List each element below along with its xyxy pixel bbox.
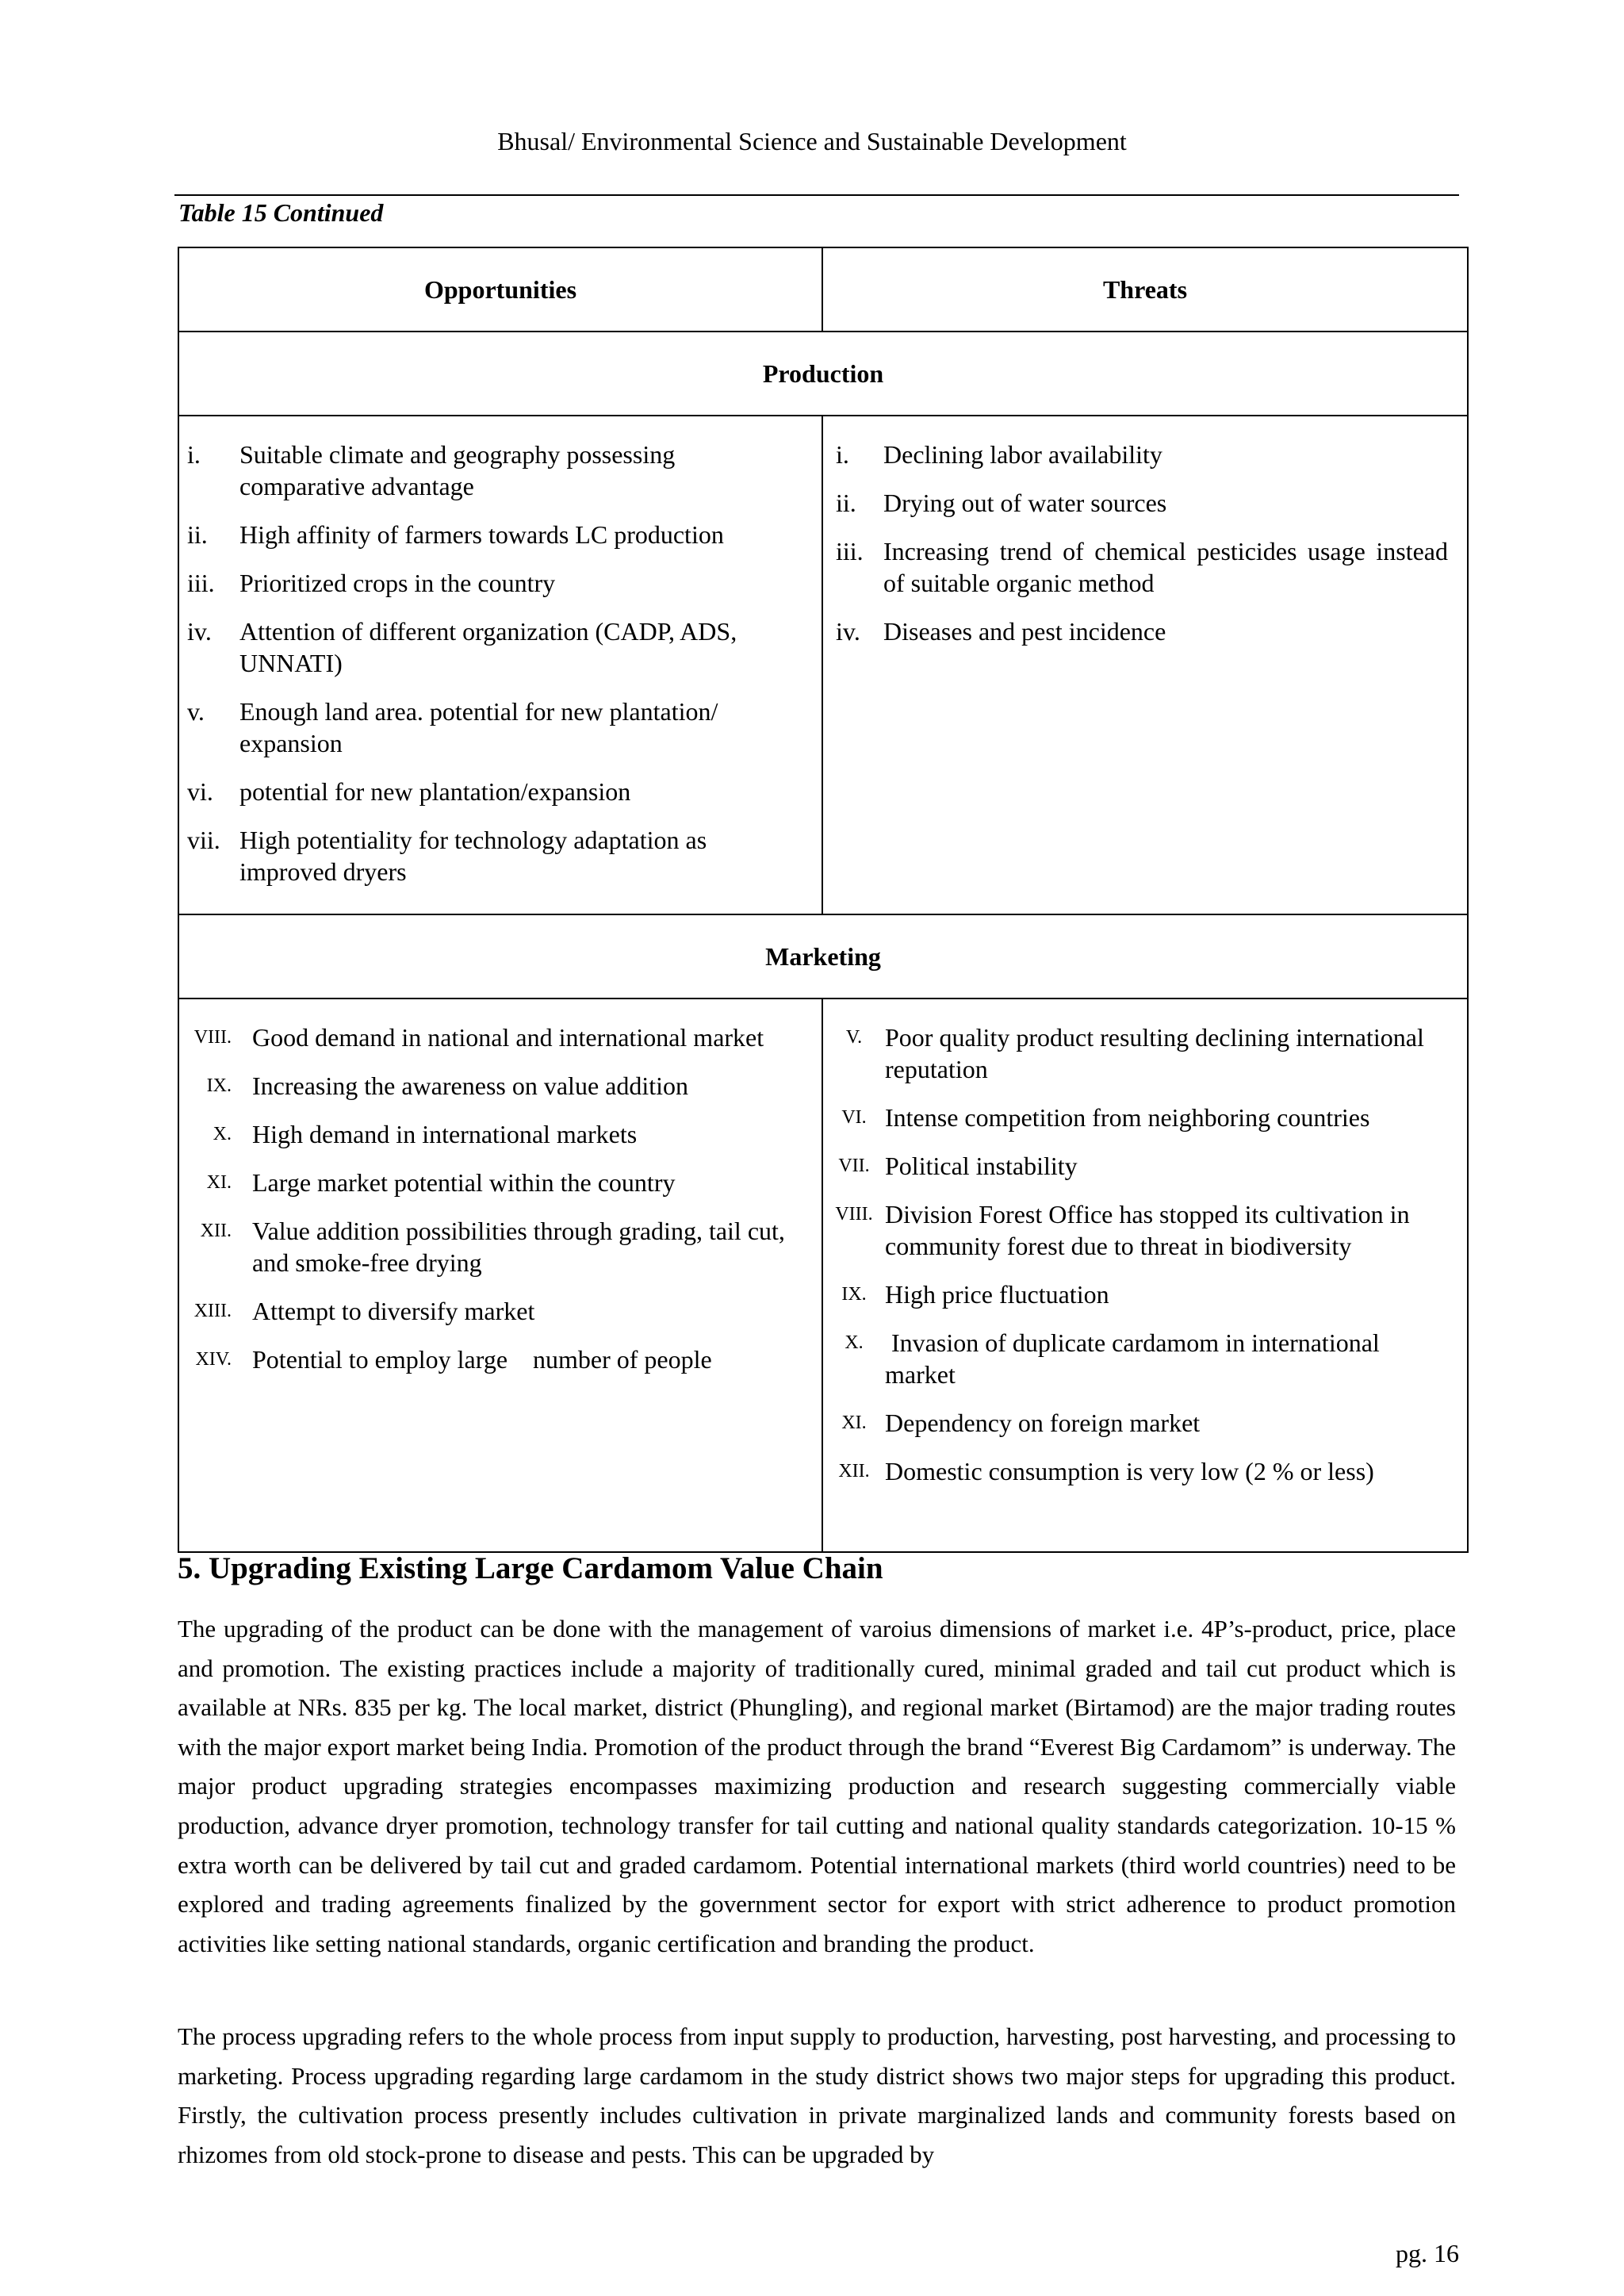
item-text: Invasion of duplicate cardamom in international market <box>885 1328 1386 1389</box>
item-text: High affinity of farmers towards LC production <box>239 520 724 549</box>
list-item <box>179 1070 806 1102</box>
marketing-section-row <box>178 914 1468 999</box>
production-threats-cell <box>822 416 1468 914</box>
item-number: X. <box>845 1332 864 1353</box>
item-text: Increasing trend of chemical pesticides usage instead of suitable organic method <box>883 537 1448 597</box>
item-number: XIV. <box>195 1349 232 1370</box>
item-number: X. <box>213 1124 232 1144</box>
list-item <box>823 1327 1451 1390</box>
list-item <box>836 487 1448 519</box>
production-opportunities-cell <box>178 416 822 914</box>
list-item <box>836 535 1448 599</box>
item-number: i. <box>187 440 201 469</box>
item-number: XIII. <box>193 1301 232 1321</box>
marketing-content-row <box>178 999 1468 1552</box>
item-number: iv. <box>187 617 212 646</box>
item-text: Intense competition from neighboring countries <box>885 1103 1370 1132</box>
item-number: iv. <box>836 617 860 646</box>
item-text: Large market potential within the country <box>252 1168 676 1197</box>
marketing-opportunities-cell <box>178 999 822 1552</box>
production-section-row <box>178 332 1468 416</box>
item-number: i. <box>836 440 849 469</box>
item-number: VIII. <box>835 1204 873 1225</box>
item-text: Good demand in national and international market <box>252 1023 764 1052</box>
list-item <box>187 567 806 599</box>
item-text: Division Forest Office has stopped its cultivation in community forest due to threat in biodiversity <box>885 1200 1410 1260</box>
item-number: vi. <box>187 777 213 806</box>
list-item <box>179 1118 806 1150</box>
item-number: VIII. <box>193 1027 232 1048</box>
item-number: V. <box>845 1027 863 1048</box>
item-text: Suitable climate and geography possessing comparative advantage <box>239 440 676 500</box>
item-text: Declining labor availability <box>883 440 1162 469</box>
list-item <box>187 519 806 550</box>
item-number: iii. <box>187 569 215 597</box>
item-number: XI. <box>206 1172 232 1193</box>
list-item <box>823 1198 1451 1262</box>
item-number: XI. <box>841 1412 867 1433</box>
list-item <box>187 696 806 759</box>
list-item <box>179 1295 806 1327</box>
list-item <box>187 776 806 807</box>
list-item <box>179 1022 806 1053</box>
list-item <box>179 1215 806 1278</box>
item-number: ii. <box>836 489 856 517</box>
item-text: Political instability <box>885 1152 1078 1180</box>
list-item <box>187 439 806 502</box>
item-number: v. <box>187 697 205 726</box>
item-text: High potentiality for technology adaptation as improved dryers <box>239 826 707 886</box>
item-number: ii. <box>187 520 208 549</box>
list-item <box>823 1455 1451 1487</box>
item-number: iii. <box>836 537 864 565</box>
item-number: IX. <box>841 1284 867 1305</box>
item-number: VI. <box>841 1107 867 1128</box>
body-paragraph: The process upgrading refers to the whole process from input supply to production, harvesting, post harvesting, and processing to marketing. Process upgrading regarding large cardamom in the study district shows two major steps for upgrading this product. Firstly, the cultivation process presently includes cultivation in private marginalized lands and community forests based on rhizomes from old stock-prone to disease and pests. This can be upgraded by <box>178 2022 1456 2168</box>
header-rule <box>174 194 1459 196</box>
section-heading: 5. Upgrading Existing Large Cardamom Value Chain <box>178 1551 883 1585</box>
item-number: XII. <box>838 1461 870 1481</box>
running-head: Bhusal/ Environmental Science and Sustainable Development <box>497 127 1127 155</box>
item-text: Potential to employ large number of people <box>252 1345 712 1374</box>
item-text: Value addition possibilities through grading, tail cut, and smoke-free drying <box>252 1217 785 1277</box>
item-text: Domestic consumption is very low (2 % or less) <box>885 1457 1374 1485</box>
item-number: vii. <box>187 826 220 854</box>
list-item <box>179 1343 806 1375</box>
opportunities-header: Opportunities <box>178 247 822 332</box>
marketing-section-title: Marketing <box>178 914 1468 999</box>
list-item <box>187 615 806 679</box>
list-item <box>836 615 1448 647</box>
swot-table <box>178 247 1469 1553</box>
item-text: Enough land area. potential for new plantation/ expansion <box>239 697 718 757</box>
item-number: IX. <box>206 1075 232 1096</box>
page-number: pg. 16 <box>1396 2239 1459 2267</box>
table-header-row <box>178 247 1468 332</box>
production-content-row <box>178 416 1468 914</box>
list-item <box>823 1150 1451 1182</box>
list-item <box>187 824 806 887</box>
item-text: High price fluctuation <box>885 1280 1109 1309</box>
item-number: XII. <box>200 1221 232 1241</box>
list-item <box>823 1407 1451 1439</box>
list-item <box>823 1102 1451 1133</box>
list-item <box>823 1022 1451 1085</box>
production-section-title: Production <box>178 332 1468 416</box>
item-text: Drying out of water sources <box>883 489 1167 517</box>
item-text: Attention of different organization (CADP, ADS, UNNATI) <box>239 617 737 677</box>
item-text: potential for new plantation/expansion <box>239 777 631 806</box>
body-paragraph: The upgrading of the product can be done with the management of varoius dimensions of market i.e. 4P’s-product, price, place and promotion. The existing practices include a majority of traditionally cured, minimal graded and tail cut product which is available at NRs. 835 per kg. The local market, district (Phungling), and regional market (Birtamod) are the major trading routes with the major export market being India. Promotion of the product through the brand “Everest Big Cardamom” is underway. The major product upgrading strategies encompasses maximizing production and research suggesting commercially viable production, advance dryer promotion, technology transfer for tail cutting and national quality standards categorization. 10-15 % extra worth can be delivered by tail cut and graded cardamom. Potential international markets (third world countries) need to be explored and trading agreements finalized by the government sector for export with strict adherence to product promotion activities like setting national standards, organic certification and branding the product. <box>178 1615 1456 1957</box>
threats-header: Threats <box>822 247 1468 332</box>
item-text: Increasing the awareness on value addition <box>252 1071 689 1100</box>
marketing-threats-cell <box>822 999 1468 1552</box>
item-text: Diseases and pest incidence <box>883 617 1166 646</box>
item-number: VII. <box>838 1156 870 1176</box>
item-text: Attempt to diversify market <box>252 1297 535 1325</box>
list-item <box>836 439 1448 470</box>
list-item <box>823 1278 1451 1310</box>
item-text: Prioritized crops in the country <box>239 569 556 597</box>
item-text: Dependency on foreign market <box>885 1409 1201 1437</box>
item-text: Poor quality product resulting declining international reputation <box>885 1023 1424 1083</box>
item-text: High demand in international markets <box>252 1120 638 1148</box>
table-caption: Table 15 Continued <box>178 198 384 227</box>
list-item <box>179 1167 806 1198</box>
